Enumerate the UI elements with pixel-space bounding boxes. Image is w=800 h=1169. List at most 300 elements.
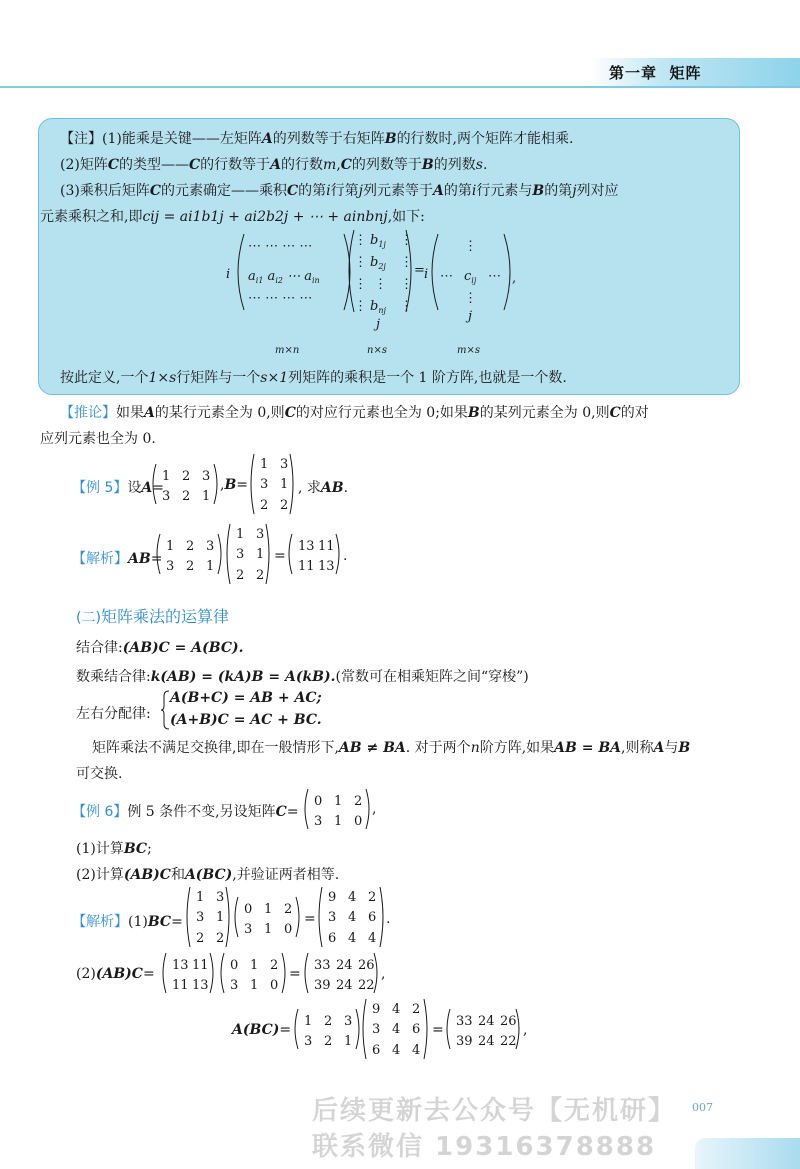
left-brace [160, 690, 170, 730]
matrix-entry: 13 [192, 978, 209, 993]
dots: ⋮ [400, 255, 413, 270]
symbol-B: B [532, 183, 545, 199]
symbol-AB: AB [128, 551, 151, 567]
corollary-tag: 【推论】 [60, 405, 116, 421]
matrix-BC-result [360, 997, 430, 1061]
left-paren [238, 234, 244, 310]
period: . [343, 480, 349, 496]
equals: = [150, 551, 163, 567]
matrix-entry: 3 [260, 477, 269, 492]
matrix-entry: 3 [328, 910, 337, 925]
matrix-entry: 1 [264, 902, 273, 917]
left-paren [289, 534, 292, 574]
symbol-C: C [340, 157, 352, 173]
formula-equal: AB = BA [554, 740, 622, 756]
symbol-ABC: (AB)C [95, 966, 143, 982]
note-text: 的行数 [281, 157, 324, 173]
right-paren [210, 953, 213, 993]
body-text: 设 [127, 480, 142, 496]
symbol-A: A [144, 405, 155, 421]
body-text: 应列元素也全为 0. [40, 431, 156, 447]
example-6-q2 [76, 864, 339, 884]
left-paren [235, 897, 238, 937]
matrix-entry: 24 [336, 978, 353, 993]
matrix-entry: 3 [280, 457, 289, 472]
matrix-entry: 3 [206, 539, 215, 554]
symbol-j: j [572, 183, 577, 199]
body-text: 的某行元素全为 0,则 [154, 405, 285, 421]
left-paren [157, 534, 160, 574]
matrix-entry: 0 [354, 814, 363, 829]
matrix-entry: 1 [166, 539, 175, 554]
symbol-B: B [678, 740, 691, 756]
dim-label: m×s [457, 345, 480, 356]
row-a: $a_{i1}$ $a_{i2}$ ⋯ $a_{in}$ [248, 269, 320, 285]
section-title: 矩阵乘法的运算律 [100, 607, 229, 626]
matrix-entry: 1 [202, 489, 211, 504]
matrix-entry: 4 [348, 910, 357, 925]
body-text: 如果 [116, 405, 144, 421]
matrix-entry: 0 [270, 978, 279, 993]
body-text: ; [147, 841, 152, 857]
matrix-entry: 3 [166, 559, 175, 574]
left-paren [305, 789, 308, 829]
page-number: 007 [692, 1101, 713, 1114]
matrix-entry: 2 [216, 931, 225, 946]
right-paren [282, 953, 285, 993]
solution-6-abc [232, 1022, 291, 1038]
comma: , [381, 966, 386, 982]
matrix-entry: 9 [372, 1002, 381, 1017]
law-label: 数乘结合律: [76, 669, 151, 685]
symbol-AB: AB [320, 480, 344, 496]
watermark-line-2: 联系微信 19316378888 [312, 1132, 657, 1162]
matrix-entry: 1 [334, 814, 343, 829]
equals: = [279, 1022, 292, 1038]
symbol-C: C [287, 183, 299, 199]
symbol-ABC: (AB)C [123, 867, 171, 883]
matrix-A [154, 532, 224, 576]
left-paren [319, 887, 322, 947]
equals: = [304, 911, 316, 927]
body-text: 阶方阵,如果 [479, 740, 555, 756]
note-text: 按此定义,一个 [60, 370, 149, 386]
equals: = [286, 804, 299, 820]
matrix-ABC-result [302, 951, 380, 995]
matrix-entry: 2 [256, 568, 265, 583]
matrix-entry: 2 [186, 559, 195, 574]
note-line-4 [40, 206, 425, 226]
dots: ⋮ [354, 255, 367, 270]
matrix-entry: 1 [344, 1034, 353, 1049]
matrix-entry: 4 [348, 931, 357, 946]
matrix-entry: 0 [314, 794, 323, 809]
matrix-entry: 13 [298, 539, 315, 554]
example-6-tag: 【例 6】 [72, 804, 128, 820]
matrix-entry: 3 [372, 1022, 381, 1037]
matrix-entry: 3 [230, 978, 239, 993]
law-formula: k(AB) = (kA)B = A(kB). [150, 669, 336, 685]
matrix-entry: 3 [236, 547, 245, 562]
solution-6-lead [72, 911, 183, 931]
dots: ⋮ [354, 299, 367, 314]
symbol-s: s [475, 157, 483, 173]
symbol-ABC: A(BC) [184, 867, 233, 883]
note-text: 的列数等于 [351, 157, 422, 173]
matrix-entry: 39 [314, 978, 331, 993]
matrix-entry: 22 [500, 1034, 517, 1049]
symbol-BC: BC [123, 841, 148, 857]
symbol-C: C [149, 183, 161, 199]
left-paren [227, 524, 230, 584]
matrix-C [302, 787, 372, 831]
body-text: 的对 [620, 405, 649, 421]
watermark-line-1: 后续更新去公众号【无机研】 [312, 1096, 677, 1126]
note-text: 列对应 [576, 183, 619, 199]
note-line-3 [60, 180, 619, 200]
right-paren [356, 1009, 359, 1049]
note-text: 的行数等于 [200, 157, 271, 173]
left-paren [153, 464, 156, 504]
matrix-entry: 9 [328, 890, 337, 905]
comma: , [512, 271, 517, 286]
col-b: $b_{2j}$ [370, 255, 386, 271]
matrix-entry: 1 [236, 527, 245, 542]
note-line-2 [60, 154, 487, 174]
matrix-entry: 6 [372, 1043, 381, 1058]
left-paren [305, 953, 308, 993]
matrix-entry: 4 [412, 1043, 421, 1058]
symbol-C: C [609, 405, 621, 421]
symbol-B: B [224, 477, 237, 493]
left-paren [163, 953, 166, 993]
matrix-entry: 1 [264, 922, 273, 937]
equals: = [414, 263, 425, 278]
body-text: ,并验证两者相等. [232, 867, 340, 883]
dim-sx1: s×1 [260, 370, 289, 386]
body-text: (1)计算 [76, 841, 124, 857]
right-paren [504, 234, 510, 310]
dim-label: m×n [275, 345, 300, 356]
comma: , [523, 1022, 528, 1038]
matrix-entry: 3 [216, 890, 225, 905]
matrix-entry: 3 [244, 922, 253, 937]
element-formula: cij = ai1b1j + ai2b2j + ⋯ + ainbnj [142, 209, 388, 225]
body-text: 矩阵乘法不满足交换律,即在一般情形下, [92, 740, 339, 756]
matrix-entry: 2 [260, 498, 269, 513]
matrix-entry: 2 [196, 931, 205, 946]
matrix-entry: 1 [250, 978, 259, 993]
matrix-B [248, 452, 298, 516]
matrix-entry: 33 [456, 1014, 473, 1029]
matrix-entry: 24 [336, 958, 353, 973]
left-paren [251, 454, 254, 514]
col-b: $b_{nj}$ [370, 299, 386, 315]
dots: ⋮ [464, 291, 477, 306]
example-5-mid [220, 477, 248, 493]
matrix-entry: 6 [412, 1022, 421, 1037]
commutative-line-2: 可交换. [76, 766, 123, 782]
matrix-entry: 1 [250, 958, 259, 973]
example-6-lead [72, 801, 299, 821]
right-paren [366, 789, 369, 829]
solution-6-part-2 [76, 966, 155, 982]
note-text: 列元素等于 [362, 183, 433, 199]
matrix-entry: 24 [478, 1034, 495, 1049]
product-diagram [220, 226, 530, 336]
period: . [386, 911, 391, 927]
dots: ⋮ [400, 299, 413, 314]
matrix-entry: 1 [196, 890, 205, 905]
equals: = [236, 477, 249, 493]
matrix-entry: 1 [280, 477, 289, 492]
symbol-C: C [275, 804, 287, 820]
body-text: 的某列元素全为 0,则 [479, 405, 610, 421]
matrix-entry: 1 [260, 457, 269, 472]
matrix-entry: 3 [304, 1034, 313, 1049]
row-index-i: i [226, 267, 231, 282]
matrix-entry: 11 [318, 539, 335, 554]
solution-6-tag: 【解析】 [72, 914, 128, 930]
right-paren [226, 887, 229, 947]
col-b: $b_{1j}$ [370, 233, 386, 249]
matrix-entry: 2 [186, 539, 195, 554]
body-text: (2)计算 [76, 867, 124, 883]
matrix-entry: 3 [256, 527, 265, 542]
matrix-entry: 13 [318, 559, 335, 574]
law-label: 结合律: [76, 640, 123, 656]
matrix-entry: 4 [368, 931, 377, 946]
law-formula: A(B+C) = AB + AC; [170, 690, 322, 706]
law-formula: (A+B)C = AC + BC. [170, 712, 322, 728]
note-text: 的列数等于右矩阵 [272, 131, 385, 147]
solution-5-tag: 【解析】 [72, 551, 128, 567]
dim-label: n×s [367, 345, 387, 356]
body-text: 例 5 条件不变,另设矩阵 [127, 804, 276, 820]
note-text: 行矩阵与一个 [176, 370, 261, 386]
symbol-i: i [326, 183, 331, 199]
corollary-line-2 [40, 428, 156, 448]
dim-1xs: 1×s [148, 370, 177, 386]
matrix-entry: 24 [478, 1014, 495, 1029]
matrix-entry: 2 [182, 489, 191, 504]
body-text: (1) [128, 914, 148, 930]
symbol-A: A [141, 480, 153, 496]
corollary-line-1 [60, 402, 649, 422]
dots: ⋯ [488, 269, 501, 284]
right-paren [336, 534, 339, 574]
note-text: 元素乘积之和,即 [40, 209, 143, 225]
left-paren [363, 999, 366, 1059]
matrix-entry: 11 [192, 958, 209, 973]
matrix-entry: 2 [412, 1002, 421, 1017]
right-paren [218, 534, 221, 574]
note-text: 的行数时,两个矩阵才能相乘. [396, 131, 574, 147]
matrix-entry: 11 [172, 978, 189, 993]
left-paren [221, 953, 224, 993]
note-text: 的第 [443, 183, 472, 199]
matrix-entry: 3 [202, 469, 211, 484]
equals: = [432, 1022, 444, 1038]
matrix-entry: 11 [298, 559, 315, 574]
matrix-entry: 4 [392, 1002, 401, 1017]
matrix-entry: 6 [328, 931, 337, 946]
note-text: 列矩阵的乘积是一个 1 阶方阵,也就是一个数. [288, 370, 567, 386]
section-heading [76, 604, 229, 627]
matrix-entry: 3 [344, 1014, 353, 1029]
matrix-entry: 2 [270, 958, 279, 973]
note-text: ,如下: [387, 209, 425, 225]
matrix-entry: 2 [236, 568, 245, 583]
section-number: (二) [76, 610, 101, 626]
matrix-entry: 13 [172, 958, 189, 973]
dots: ⋮ [354, 233, 367, 248]
matrix-entry: 1 [162, 469, 171, 484]
matrix-B [184, 885, 234, 949]
left-paren [447, 1009, 450, 1049]
chapter-header [609, 62, 701, 83]
matrix-entry: 2 [324, 1034, 333, 1049]
left-paren [187, 887, 190, 947]
matrix-entry: 1 [256, 547, 265, 562]
matrix-entry: 2 [354, 794, 363, 809]
matrix-entry: 26 [358, 958, 375, 973]
symbol-A: A [261, 131, 273, 147]
row-index-i: i [424, 267, 429, 282]
formula-not-equal: AB ≠ BA [338, 740, 406, 756]
equals: = [142, 966, 155, 982]
matrix-entry: 33 [314, 958, 331, 973]
right-paren [296, 897, 299, 937]
note-text: 的第 [544, 183, 573, 199]
body-text: ,则称 [621, 740, 654, 756]
matrix-AB-result [286, 532, 342, 576]
chapter-title: 矩阵 [669, 64, 702, 82]
matrix-BC-result [316, 885, 386, 949]
matrix-entry: 0 [244, 902, 253, 917]
body-text: , 求 [298, 480, 321, 496]
dots: ⋯ ⋯ ⋯ ⋯ [248, 291, 313, 306]
matrix-C [218, 951, 288, 995]
example-5-tail [298, 477, 348, 497]
matrix-entry: 2 [284, 902, 293, 917]
matrix-A [292, 1007, 362, 1051]
solution-5-lead [72, 548, 162, 568]
note-text: 行元素与 [476, 183, 533, 199]
matrix-entry: 3 [196, 910, 205, 925]
matrix-entry: 39 [456, 1034, 473, 1049]
symbol-j: j [358, 183, 363, 199]
commutative-line-1 [92, 737, 690, 757]
symbol-C: C [189, 157, 201, 173]
matrix-entry: 26 [500, 1014, 517, 1029]
law-associative [76, 637, 244, 657]
equals: = [171, 914, 183, 930]
dots: ⋮ [374, 277, 387, 292]
right-paren [266, 524, 269, 584]
matrix-A [150, 462, 220, 506]
body-text: 与 [664, 740, 679, 756]
note-text: 的元素确定——乘积 [161, 183, 287, 199]
dots: ⋮ [354, 277, 367, 292]
matrix-B [224, 522, 274, 586]
right-paren [380, 887, 383, 947]
matrix-entry: 4 [348, 890, 357, 905]
comma: , [220, 477, 225, 493]
note-line-1 [60, 128, 573, 148]
note-text: 行第 [330, 183, 359, 199]
matrix-ABC-result [444, 1007, 522, 1051]
matrix-entry: 1 [216, 910, 225, 925]
law-note: (常数可在相乘矩阵之间“穿梭”) [335, 669, 529, 685]
left-paren [295, 1009, 298, 1049]
header-divider [0, 86, 800, 88]
body-text: . 对于两个 [405, 740, 471, 756]
symbol-C: C [107, 157, 119, 173]
law-distributive-label: 左右分配律: [76, 706, 151, 722]
matrix-entry: 0 [284, 922, 293, 937]
note-text: (3)乘积后矩阵 [60, 183, 150, 199]
matrix-AB-result [160, 951, 216, 995]
symbol-A: A [432, 183, 444, 199]
note-text: , [336, 157, 341, 173]
note-line-last [60, 367, 567, 387]
note-text: 【注】(1)能乘是关键——左矩阵 [60, 131, 262, 147]
example-5-tag: 【例 5】 [72, 480, 128, 496]
dots: ⋮ [400, 277, 413, 292]
note-text: . [482, 157, 488, 173]
matrix-entry: 4 [392, 1043, 401, 1058]
element-c: $c_{ij}$ [464, 269, 477, 285]
col-index-j: j [468, 309, 473, 324]
symbol-B: B [421, 157, 434, 173]
example-6-q1 [76, 838, 152, 858]
body-text: (2) [76, 966, 96, 982]
dots: ⋯ [440, 269, 453, 284]
matrix-entry: 3 [314, 814, 323, 829]
period: . [343, 548, 348, 564]
symbol-ABC: A(BC) [232, 1022, 280, 1038]
matrix-entry: 2 [368, 890, 377, 905]
symbol-n: n [470, 740, 480, 756]
left-paren [432, 234, 438, 310]
matrix-entry: 1 [304, 1014, 313, 1029]
note-text: (2)矩阵 [60, 157, 108, 173]
dots: ⋯ ⋯ ⋯ ⋯ [248, 239, 313, 254]
matrix-entry: 3 [162, 489, 171, 504]
right-paren [424, 999, 427, 1059]
symbol-BC: BC [147, 914, 172, 930]
symbol-m: m [323, 157, 337, 173]
matrix-entry: 4 [392, 1022, 401, 1037]
matrix-entry: 0 [230, 958, 239, 973]
symbol-A: A [653, 740, 665, 756]
symbol-B: B [467, 405, 480, 421]
body-text: 和 [170, 867, 185, 883]
equals: = [274, 548, 286, 564]
body-text: 的对应行元素也全为 0;如果 [295, 405, 468, 421]
matrix-entry: 2 [280, 498, 289, 513]
equals: = [152, 480, 164, 496]
matrix-entry: 6 [368, 910, 377, 925]
matrix-C [232, 895, 302, 939]
law-scalar [76, 666, 529, 686]
matrix-entry: 2 [182, 469, 191, 484]
symbol-B: B [384, 131, 397, 147]
dots: ⋮ [464, 239, 477, 254]
law-formula: (AB)C = A(BC). [122, 640, 244, 656]
chapter-label: 第一章 [609, 64, 658, 82]
